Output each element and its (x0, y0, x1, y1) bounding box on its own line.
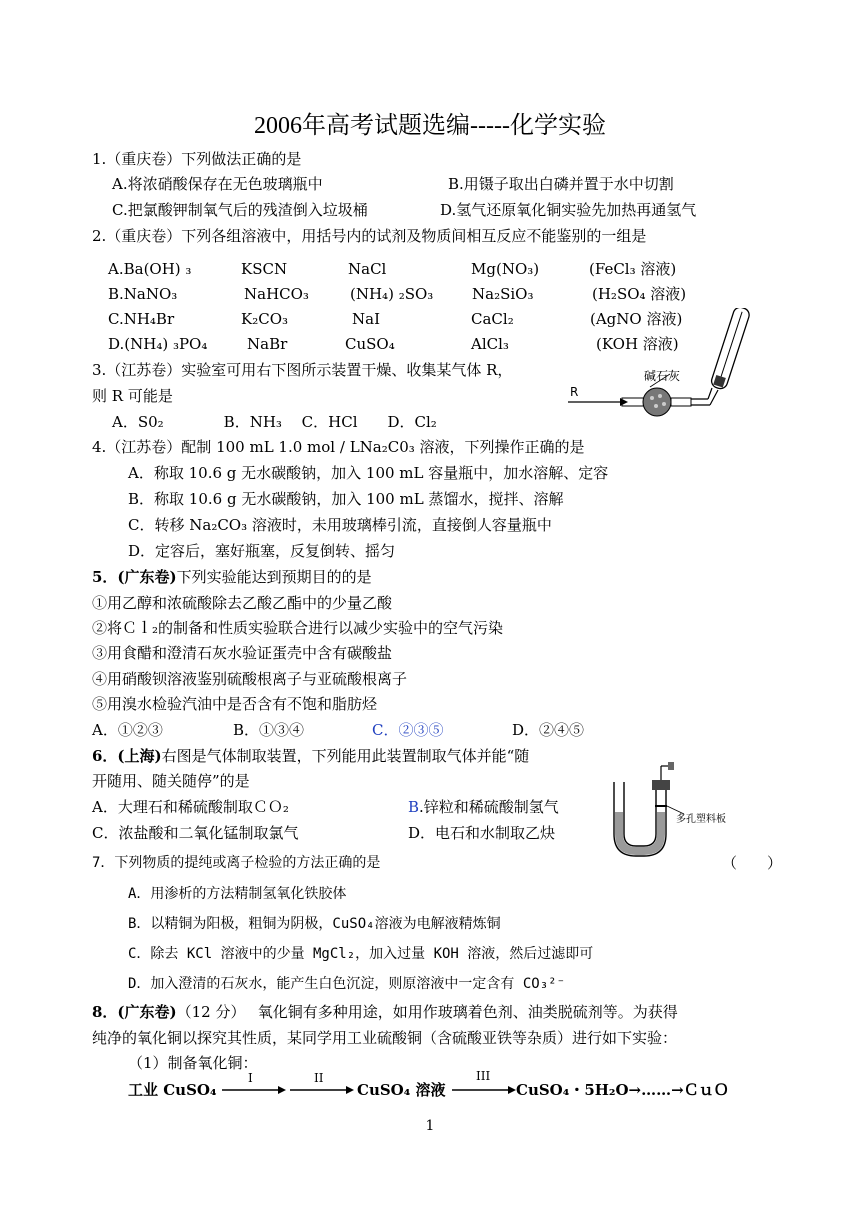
q2-cell: C.NH₄Br (108, 310, 175, 328)
q1-option-a: A.将浓硝酸保存在无色玻璃瓶中 (112, 175, 323, 193)
flow-label-i: I (248, 1071, 253, 1085)
q2-cell: CuSO₄ (345, 335, 395, 353)
q2-cell: (H₂SO₄ 溶液) (592, 285, 687, 303)
q2-cell: NaCl (348, 260, 387, 278)
q6-stem (92, 746, 529, 766)
flow-step-cuso4-solution: CuSO₄ 溶液 (357, 1081, 446, 1099)
q6-stem-text: 右图是气体制取装置，下列能用此装置制取气体并能“随 (161, 747, 530, 765)
q7-option-a: A．用渗析的方法精制氢氧化铁胶体 (128, 886, 347, 902)
flow-label-iii: III (476, 1069, 491, 1083)
q2-cell: NaI (352, 310, 380, 328)
q4-stem: 4.（江苏卷）配制 100 mL 1.0 mol / LNa₂C0₃ 溶液，下列操作正确的是 (92, 438, 585, 456)
gas-r-label: R (570, 385, 579, 399)
q4-option-c: C．转移 Na₂CO₃ 溶液时，未用玻璃棒引流，直接倒人容量瓶中 (128, 516, 552, 534)
q7-option-d: D．加入澄清的石灰水，能产生白色沉淀，则原溶液中一定含有 CO₃²⁻ (128, 976, 565, 992)
q1-option-d: D.氢气还原氧化铜实验先加热再通氢气 (440, 201, 697, 219)
q5-stem-text: 下列实验能达到预期目的的是 (176, 568, 372, 586)
q2-cell: KSCN (241, 260, 288, 278)
q2-cell: (KOH 溶液) (596, 335, 679, 353)
q6-option-a: A．大理石和稀硫酸制取ＣＯ₂ (92, 798, 289, 816)
q5-option-c: C．②③⑤ (372, 721, 444, 739)
q8-number: 8．(广东卷) (92, 1003, 177, 1021)
q2-cell: AlCl₃ (471, 335, 509, 353)
q1-option-c: C.把氯酸钾制氧气后的残渣倒入垃圾桶 (112, 201, 368, 219)
q5-number: 5．(广东卷) (92, 568, 177, 586)
porous-plate-label: 多孔塑料板 (676, 814, 726, 825)
q2-cell: NaHCO₃ (244, 285, 309, 303)
flow-label-ii: II (314, 1071, 324, 1085)
q4-option-d: D．定容后，塞好瓶塞，反复倒转、摇匀 (128, 542, 396, 560)
q7-answer-bracket: （ ） (722, 854, 783, 872)
flow-step-crystal-to-cuo: CuSO₄・5H₂O→……→ＣｕＯ (516, 1081, 729, 1099)
q2-stem: 2.（重庆卷）下列各组溶液中，用括号内的试剂及物质间相互反应不能鉴别的一组是 (92, 227, 647, 245)
q5-option-a: A．①②③ (92, 721, 163, 739)
page-title: 2006年高考试题选编-----化学实验 (254, 113, 606, 139)
q8-stem (92, 1002, 678, 1022)
q3-stem: 3.（江苏卷）实验室可用右下图所示装置干燥、收集某气体 R， (92, 361, 513, 379)
q6-option-c: C．浓盐酸和二氧化锰制取氯气 (92, 824, 299, 842)
q8-subquestion-1: （1）制备氧化铜： (128, 1054, 258, 1072)
flow-arrow-2 (290, 1084, 354, 1096)
q3-options: A．S0₂ B．NH₃ C．HCl D．Cl₂ (112, 413, 437, 431)
q4-option-a: A．称取 10.6 g 无水碳酸钠，加入 100 mL 容量瓶中，加水溶解、定容 (128, 464, 609, 482)
q6-option-b-text: .锌粒和稀硫酸制氢气 (419, 798, 559, 816)
q3-stem-cont: 则 R 可能是 (92, 387, 173, 405)
q2-cell: (NH₄) ₂SO₃ (350, 285, 434, 303)
q2-cell: (FeCl₃ 溶液) (589, 260, 677, 278)
q7-option-c: C．除去 KCl 溶液中的少量 MgCl₂，加入过量 KOH 溶液，然后过滤即可 (128, 946, 594, 962)
q5-item-2: ②将Ｃｌ₂的制备和性质实验联合进行以减少实验中的空气污染 (92, 619, 504, 637)
q2-cell: B.NaNO₃ (108, 285, 178, 303)
q5-item-3: ③用食醋和澄清石灰水验证蛋壳中含有碳酸盐 (92, 644, 393, 662)
flow-arrow-3 (452, 1084, 516, 1096)
q2-cell: (AgNO 溶液) (590, 310, 683, 328)
q6-option-b-letter: B (408, 798, 420, 816)
q2-cell: D.(NH₄) ₃PO₄ (108, 335, 208, 353)
q2-cell: Na₂SiO₃ (472, 285, 534, 303)
flow-arrow-1 (222, 1084, 286, 1096)
q5-item-4: ④用硝酸钡溶液鉴别硫酸根离子与亚硫酸根离子 (92, 670, 408, 688)
q2-cell: CaCl₂ (471, 310, 514, 328)
soda-lime-label: 碱石灰 (644, 369, 681, 383)
q6-option-b (408, 797, 559, 817)
q7-stem: 7．下列物质的提纯或离子检验的方法正确的是 (92, 855, 381, 871)
q4-option-b: B．称取 10.6 g 无水碳酸钠，加入 100 mL 蒸馏水，搅拌、溶解 (128, 490, 564, 508)
u-tube-apparatus-figure (606, 762, 746, 862)
q1-stem: 1.（重庆卷）下列做法正确的是 (92, 150, 302, 168)
q2-cell: K₂CO₃ (241, 310, 289, 328)
q6-number: 6．(上海) (92, 747, 162, 765)
q5-option-d: D．②④⑤ (512, 721, 585, 739)
q6-stem-cont: 开随用、随关随停”的是 (92, 772, 250, 790)
q5-stem (92, 567, 372, 587)
q7-option-b: B．以精铜为阳极，粗铜为阴极，CuSO₄溶液为电解液精炼铜 (128, 916, 501, 932)
q8-stem-text: （12 分） 氧化铜有多种用途，如用作玻璃着色剂、油类脱硫剂等。为获得 (176, 1003, 678, 1021)
q8-stem-cont: 纯净的氧化铜以探究其性质，某同学用工业硫酸铜（含硫酸亚铁等杂质）进行如下实验： (92, 1029, 678, 1047)
q6-option-d: D．电石和水制取乙炔 (408, 824, 556, 842)
q2-cell: Mg(NO₃) (471, 260, 540, 278)
page-number: 1 (425, 1118, 435, 1134)
flow-step-industrial-cuso4: 工业 CuSO₄ (128, 1081, 217, 1099)
q2-cell: NaBr (247, 335, 288, 353)
q5-option-b: B．①③④ (233, 721, 305, 739)
q1-option-b: B.用镊子取出白磷并置于水中切割 (448, 175, 674, 193)
q5-item-5: ⑤用溴水检验汽油中是否含有不饱和脂肪烃 (92, 695, 378, 713)
q5-item-1: ①用乙醇和浓硫酸除去乙酸乙酯中的少量乙酸 (92, 594, 393, 612)
q2-cell: A.Ba(OH) ₃ (108, 260, 192, 278)
drying-apparatus-figure (560, 308, 770, 420)
